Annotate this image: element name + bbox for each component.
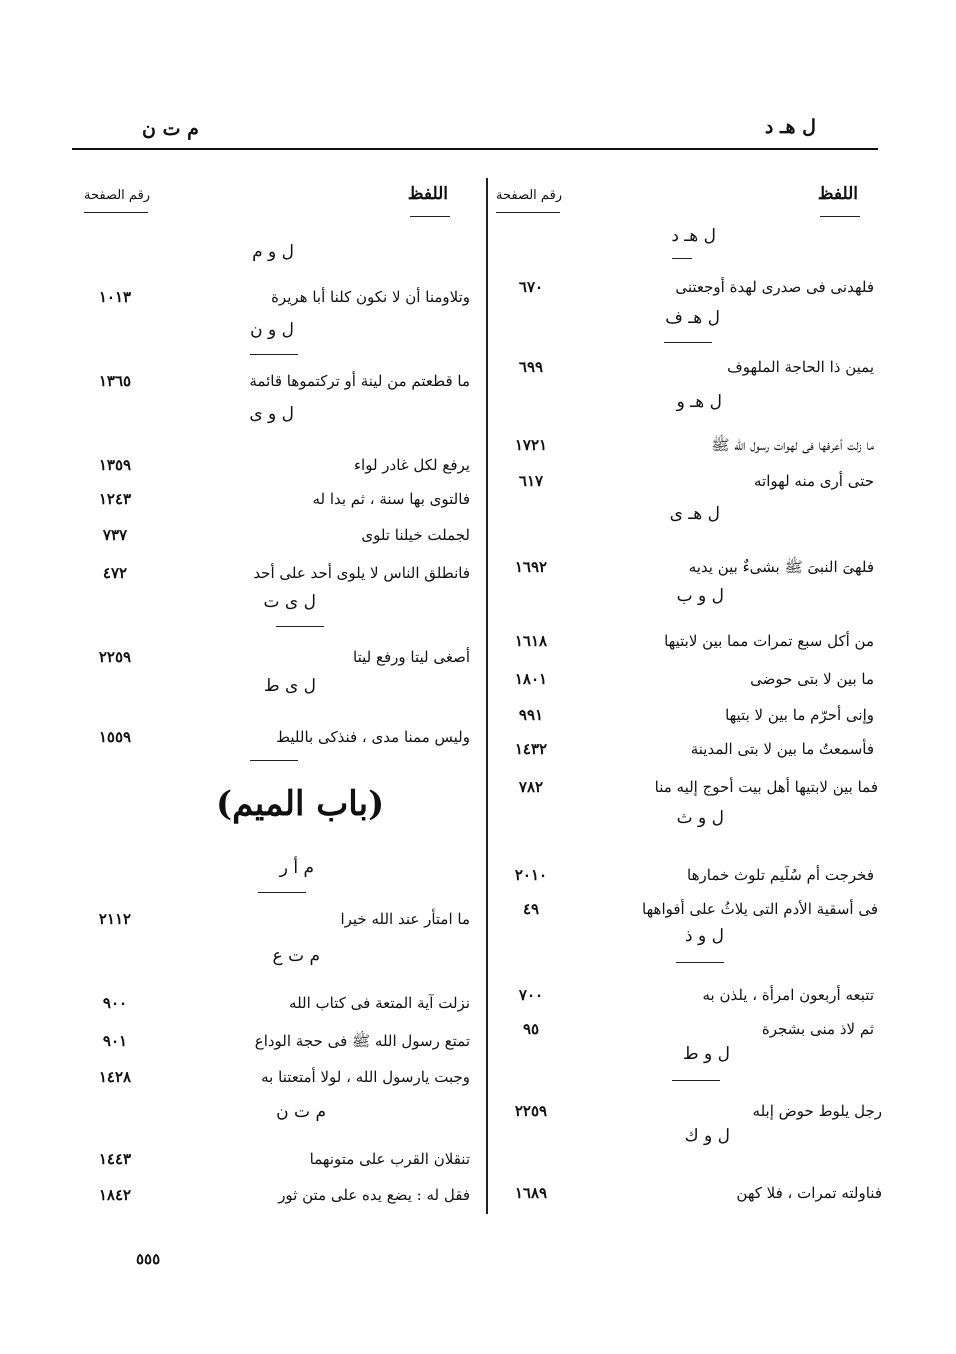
page-number: ١٠١٣ bbox=[98, 288, 132, 306]
entry-text: يمين ذا الحاجة الملهوف bbox=[727, 358, 874, 376]
left-col-word-header: اللفظ bbox=[407, 184, 448, 204]
page-number: ١٦١٨ bbox=[514, 632, 548, 650]
entry-row bbox=[80, 1062, 470, 1092]
page-number: ١٨٠١ bbox=[514, 670, 548, 688]
page-number: ١٤٤٣ bbox=[98, 1150, 132, 1168]
entry-row bbox=[496, 1178, 882, 1208]
root-underline bbox=[676, 962, 724, 963]
entry-row bbox=[496, 352, 874, 382]
header-rule bbox=[72, 148, 878, 150]
root-underline bbox=[672, 1080, 720, 1081]
root-underline bbox=[276, 626, 324, 627]
entry-row bbox=[496, 1096, 882, 1126]
entry-row bbox=[496, 700, 874, 730]
page-number: ١٣٥٩ bbox=[98, 456, 132, 474]
root-underline bbox=[250, 760, 298, 761]
entry-text: رجل يلوط حوض إبله bbox=[752, 1102, 882, 1120]
entry-row bbox=[496, 980, 874, 1010]
right-col-page-header: رقم الصفحة bbox=[496, 188, 563, 203]
running-header-right: ل هـ د bbox=[764, 116, 816, 138]
page-number: ١٦٨٩ bbox=[514, 1184, 548, 1202]
page-number: ١٦٩٢ bbox=[514, 558, 548, 576]
page-number: ٤٩ bbox=[522, 900, 540, 918]
entry-row bbox=[80, 282, 470, 312]
page-number: ١٧٢١ bbox=[514, 436, 548, 454]
entry-text: تنقلان القرب على متونهما bbox=[309, 1150, 470, 1168]
root-heading: ل و ط bbox=[682, 1044, 730, 1064]
root-heading: ل هـ و bbox=[676, 392, 722, 412]
right-col-page-header-underline bbox=[496, 212, 560, 213]
page-number: ٢٢٥٩ bbox=[514, 1102, 548, 1120]
entry-row bbox=[80, 988, 470, 1018]
entry-text: فلهدنى فى صدرى لهدة أوجعتنى bbox=[675, 278, 874, 296]
root-heading: ل ى ت bbox=[263, 592, 316, 612]
entry-row bbox=[80, 1144, 470, 1174]
root-heading: ل و ب bbox=[676, 586, 724, 606]
entry-text: فى أسقية الأدم التى يلاثُ على أفواهها bbox=[642, 900, 878, 918]
root-heading: م أ ر bbox=[279, 858, 314, 878]
page-number: ١٣٦٥ bbox=[98, 372, 132, 390]
left-col-page-header: رقم الصفحة bbox=[84, 188, 151, 203]
entry-text: تمتع رسول الله ﷺ فى حجة الوداع bbox=[254, 1032, 470, 1050]
root-heading: ل و ذ bbox=[685, 926, 724, 946]
entry-text: فناولته تمرات ، فلا كهن bbox=[736, 1184, 882, 1202]
root-heading: ل ى ط bbox=[263, 676, 316, 696]
page-number: ٦٩٩ bbox=[518, 358, 544, 376]
entry-text: ما امتأر عند الله خيرا bbox=[340, 910, 470, 928]
entry-row bbox=[496, 466, 874, 496]
entry-row bbox=[496, 626, 874, 656]
entry-row bbox=[496, 1014, 874, 1044]
entry-row bbox=[80, 484, 470, 514]
entry-row bbox=[80, 520, 470, 550]
entry-row bbox=[80, 1180, 470, 1210]
page-number: ٩٠٠ bbox=[102, 994, 128, 1012]
page-number: ١٥٥٩ bbox=[98, 728, 132, 746]
entry-text: وليس ممنا مدى ، فنذكى بالليط bbox=[276, 728, 470, 746]
chapter-title: (باب الميم) bbox=[216, 784, 385, 824]
root-underline bbox=[258, 892, 306, 893]
root-underline bbox=[250, 354, 298, 355]
entry-text: فقل له : يضع يده على متن ثور bbox=[278, 1186, 470, 1204]
entry-row bbox=[80, 366, 470, 396]
entry-row bbox=[80, 1026, 470, 1056]
left-col-word-header-underline bbox=[410, 216, 450, 217]
column-divider bbox=[486, 178, 488, 1214]
root-heading: ل هـ ى bbox=[669, 504, 720, 524]
entry-text: فما بين لابتيها أهل بيت أحوج إليه منا bbox=[654, 778, 878, 796]
root-heading: ل و ى bbox=[249, 404, 294, 424]
entry-text: نزلت آية المتعة فى كتاب الله bbox=[289, 994, 470, 1012]
root-heading: ل هـ د bbox=[671, 226, 716, 246]
entry-text: فلهىَ النبىَ ﷺ بشىءٌ بين يديه bbox=[688, 558, 874, 576]
entry-row bbox=[80, 904, 470, 934]
entry-row bbox=[496, 734, 874, 764]
entry-text: لجملت خيلنا تلوى bbox=[361, 526, 470, 544]
page-folio: ٥٥٥ bbox=[136, 1250, 161, 1268]
entry-text: فخرجت أم سُلَيم تلوث خمارها bbox=[687, 866, 874, 884]
right-col-word-header-underline bbox=[820, 216, 860, 217]
entry-text: ما بين لا بتى حوضى bbox=[750, 670, 874, 688]
root-heading: ل و ك bbox=[684, 1126, 730, 1146]
entry-row bbox=[80, 722, 470, 752]
entry-text: وجبت يارسول الله ، لولا أمتعتنا به bbox=[261, 1068, 470, 1086]
entry-row bbox=[496, 894, 878, 924]
root-heading: م ت ن bbox=[276, 1102, 326, 1122]
root-heading: ل و ث bbox=[676, 808, 724, 828]
page-number: ٢١١٢ bbox=[98, 910, 132, 928]
entry-row bbox=[80, 642, 470, 672]
root-heading: ل هـ ف bbox=[665, 308, 720, 328]
page-number: ١٤٢٨ bbox=[98, 1068, 132, 1086]
page-number: ١٤٣٢ bbox=[514, 740, 548, 758]
page-number: ١٨٤٢ bbox=[98, 1186, 132, 1204]
right-col-word-header: اللفظ bbox=[817, 184, 858, 204]
page-number: ٩٩١ bbox=[518, 706, 544, 724]
root-heading: ل و م bbox=[252, 242, 294, 262]
page-number: ٢٢٥٩ bbox=[98, 648, 132, 666]
entry-text: تتبعه أربعون امرأة ، يلذن به bbox=[702, 986, 874, 1004]
entry-text: فالتوى بها سنة ، ثم بدا له bbox=[312, 490, 470, 508]
page-number: ٤٧٢ bbox=[102, 564, 128, 582]
entry-row bbox=[496, 430, 874, 460]
entry-row bbox=[80, 558, 470, 588]
entry-text: أصغى ليتا ورفع ليتا bbox=[353, 648, 470, 666]
page-number: ٢٠١٠ bbox=[514, 866, 548, 884]
root-heading: ل و ن bbox=[250, 320, 294, 340]
entry-row bbox=[496, 272, 874, 302]
root-underline bbox=[672, 258, 692, 259]
entry-text: وتلاومنا أن لا نكون كلنا أبا هريرة bbox=[271, 288, 470, 306]
entry-text: حتى أرى منه لهواته bbox=[754, 472, 874, 490]
running-header-left: م ت ن bbox=[142, 118, 199, 140]
page-number: ٩٠١ bbox=[102, 1032, 128, 1050]
entry-text: يرفع لكل غادر لواء bbox=[353, 456, 470, 474]
entry-text: من أكل سبع تمرات مما بين لابتيها bbox=[664, 632, 874, 650]
entry-text: فأسمعتُ ما بين لا بتى المدينة bbox=[690, 740, 874, 758]
page-number: ٧٨٢ bbox=[518, 778, 544, 796]
root-underline bbox=[664, 342, 712, 343]
page-number: ٩٥ bbox=[522, 1020, 540, 1038]
page-number: ٧٣٧ bbox=[102, 526, 128, 544]
root-heading: م ت ع bbox=[272, 946, 320, 966]
entry-row bbox=[496, 552, 874, 582]
entry-row bbox=[80, 450, 470, 480]
entry-text: ما زلت أعرفها فى لهوات رسول الله ﷺ bbox=[711, 436, 874, 454]
entry-text: ثم لاذ منى بشجرة bbox=[761, 1020, 874, 1038]
left-col-page-header-underline bbox=[84, 212, 148, 213]
page-number: ٦٧٠ bbox=[518, 278, 544, 296]
entry-row bbox=[496, 664, 874, 694]
entry-text: فانطلق الناس لا يلوى أحد على أحد bbox=[253, 564, 470, 582]
page-number: ٧٠٠ bbox=[518, 986, 544, 1004]
entry-text: وإنى أحرّم ما بين لا بتيها bbox=[725, 706, 874, 724]
page-number: ٦١٧ bbox=[518, 472, 544, 490]
entry-row bbox=[496, 772, 878, 802]
entry-text: ما قطعتم من لينة أو تركتموها قائمة bbox=[249, 372, 470, 390]
entry-row bbox=[496, 860, 874, 890]
page-number: ١٢٤٣ bbox=[98, 490, 132, 508]
